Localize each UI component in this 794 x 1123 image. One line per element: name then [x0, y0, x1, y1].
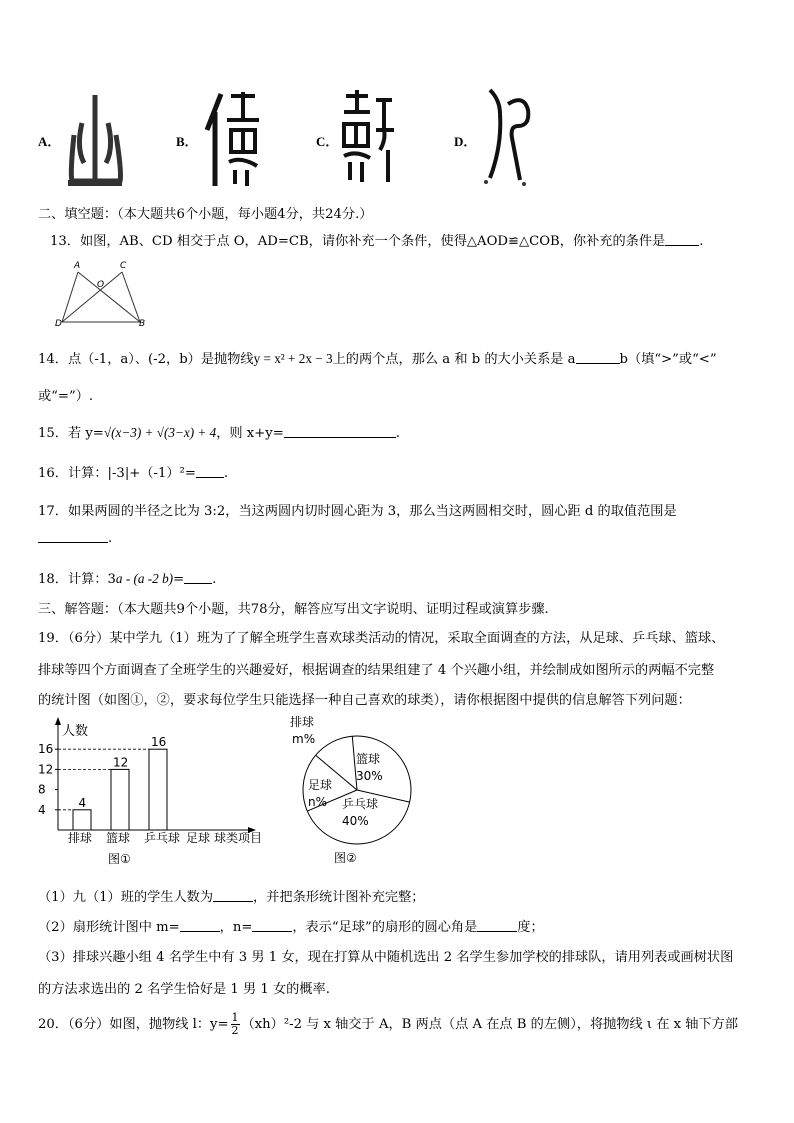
bar-rect — [73, 810, 91, 830]
q20-text1: 20．（6分）如图，抛物线 l：y= — [38, 1017, 229, 1032]
pie-caption: 图② — [334, 851, 357, 865]
bar-value-label: 12 — [113, 755, 129, 770]
q15-text1: 15．若 y= — [38, 426, 104, 441]
seal-glyph-d — [480, 86, 534, 186]
q13-end: . — [699, 234, 704, 249]
q13-label-d: D — [55, 319, 62, 329]
q19-sub3-line2: 的方法求选出的 2 名学生恰好是 1 男 1 女的概率. — [38, 982, 330, 997]
seal-glyph-b — [201, 90, 263, 190]
q17-end: . — [108, 531, 113, 546]
q19-sub2-blank-m[interactable] — [180, 919, 220, 932]
q15-formula: √(x−3) + √(3−x) + 4 — [103, 425, 217, 440]
q19-sub2c: ，表示“足球”的扇形的圆心角是 — [292, 920, 478, 935]
q19-line3: 的统计图（如图①，②，要求每位学生只能选择一种自己喜欢的球类），请你根据图中提供的信息解答下列问题： — [38, 693, 691, 708]
section3-header: 三、解答题：（本大题共9个小题，共78分，解答应写出文字说明、证明过程或演算步骤. — [38, 602, 549, 617]
bar-category-label: 足球 — [186, 831, 211, 845]
pie-pct-basketball: 30% — [356, 769, 383, 783]
pie-label-pingpong: 乒乓球 — [342, 797, 379, 811]
q16-blank[interactable] — [196, 465, 224, 478]
q18-text2: = — [173, 572, 185, 587]
q13-label-a: A — [74, 261, 81, 271]
q19-line2: 排球等四个方面调查了全班学生的兴趣爱好，根据调查的结果组建了 4 个兴趣小组，并绘制成如图所示的两幅不完整 — [38, 663, 715, 678]
q19-sub2a: （2）扇形统计图中 m= — [38, 920, 180, 935]
q17-line2 — [38, 530, 112, 546]
q14-formula: y = x² + 2x − 3 — [253, 351, 333, 366]
q14-blank[interactable] — [576, 351, 620, 364]
seal-glyph-c — [340, 90, 396, 184]
bar-ytick-label: 12 — [38, 762, 54, 777]
bar-category-label: 排球 — [68, 831, 93, 845]
option-b-label: B． — [176, 134, 198, 149]
bar-ytick-label: 16 — [38, 742, 54, 757]
q17-line1: 17．如果两圆的半径之比为 3:2，当这两圆内切时圆心距为 3，那么当这两圆相交时，圆心距 d 的取值范围是 — [38, 504, 677, 519]
q20-line — [38, 1012, 738, 1037]
pie-pct-pingpong: 40% — [342, 814, 369, 828]
bar-rect — [149, 749, 167, 830]
q13-label-b: B — [139, 319, 146, 329]
q13-label-o: O — [97, 280, 105, 290]
q16-line — [38, 462, 228, 481]
option-c-label: C． — [316, 134, 339, 149]
q19-sub1a: （1）九（1）班的学生人数为 — [38, 890, 214, 905]
q13-figure — [52, 258, 152, 330]
pie-label-volleyball: 排球 — [290, 715, 315, 729]
option-d-label: D． — [454, 134, 477, 149]
q14-text1: 14．点（-1，a）、(-2，b）是抛物线 — [38, 352, 254, 367]
seal-glyph-a — [64, 93, 126, 189]
section2-header: 二、填空题：（本大题共6个小题，每小题4分，共24分.） — [38, 207, 373, 222]
q15-end: . — [395, 426, 400, 441]
bar-rect — [111, 769, 129, 830]
q19-sub1 — [38, 886, 424, 905]
q19-line1: 19．（6分）某中学九（1）班为了了解全班学生喜欢球类活动的情况，采取全面调查的方法，从足球、乒乓球、篮球、 — [38, 631, 725, 646]
q14-line2: 或“=”）. — [38, 389, 94, 404]
q15-text2: ，则 x+y= — [216, 426, 284, 441]
q19-sub3-line1: （3）排球兴趣小组 4 名学生中有 3 男 1 女，现在打算从中随机选出 2 名学生参加学校的排球队，请用列表或画树状图 — [38, 950, 734, 965]
q19-sub2-blank-angle[interactable] — [477, 919, 517, 932]
q18-expr: a - (a -2 b) — [115, 571, 174, 586]
q19-sub1-blank[interactable] — [213, 889, 253, 902]
q18-blank[interactable] — [184, 571, 212, 584]
bar-xlabel: 球类项目 — [214, 831, 263, 845]
q16-text: 16．计算：|-3|+（-1）²= — [38, 466, 196, 481]
q19-sub2d: 度； — [517, 920, 544, 935]
q19-sub2b: ，n= — [219, 920, 253, 935]
bar-ytick-label: 8 — [38, 782, 46, 797]
q19-sub1b: ，并把条形统计图补充完整； — [253, 890, 425, 905]
pie-label-football: 足球 — [308, 778, 333, 792]
pie-chart — [280, 710, 430, 870]
q17-blank[interactable] — [38, 530, 108, 543]
q19-sub2 — [38, 916, 544, 935]
pie-pct-volleyball: m% — [292, 732, 316, 746]
q13-text: 13．如图，AB、CD 相交于点 O，AD=CB，请你补充一个条件，使得△AOD≌△COB，你补充的条件是 — [50, 234, 666, 249]
bar-caption: 图① — [108, 852, 131, 866]
q13-label-c: C — [120, 261, 127, 271]
pie-pct-football: n% — [308, 795, 328, 809]
pie-label-basketball: 篮球 — [356, 752, 381, 766]
bar-category-label: 篮球 — [106, 831, 131, 845]
q14-text3: b（填“>”或“<” — [619, 352, 717, 367]
q18-line — [38, 568, 216, 587]
q20-frac-num: 1 — [231, 1011, 239, 1024]
q13-line — [50, 230, 703, 249]
q20-text2: （xh）²-2 与 x 轴交于 A，B 两点（点 A 在点 B 的左侧），将抛物线 ι 在 x 轴下方部 — [241, 1017, 739, 1032]
q15-blank[interactable] — [284, 425, 396, 438]
q18-end: . — [212, 572, 217, 587]
bar-ytick-label: 4 — [38, 802, 46, 817]
bar-value-label: 16 — [151, 735, 167, 750]
q19-sub2-blank-n[interactable] — [252, 919, 292, 932]
q16-end: . — [223, 466, 229, 481]
bar-chart — [30, 715, 290, 870]
q20-fraction — [231, 1012, 240, 1037]
q15-line — [38, 422, 400, 441]
q14-text2: 上的两个点，那么 a 和 b 的大小关系是 a — [332, 352, 576, 367]
q13-blank[interactable] — [665, 233, 699, 246]
bar-y-arrow — [55, 717, 61, 725]
bar-category-label: 乒乓球 — [144, 831, 181, 845]
bar-ylabel: 人数 — [62, 724, 89, 739]
q18-text1: 18．计算：3 — [38, 572, 116, 587]
bar-value-label: 4 — [78, 795, 87, 810]
option-a-label: A． — [38, 134, 61, 149]
q20-frac-den: 2 — [231, 1024, 239, 1037]
q14-line1 — [38, 348, 717, 367]
